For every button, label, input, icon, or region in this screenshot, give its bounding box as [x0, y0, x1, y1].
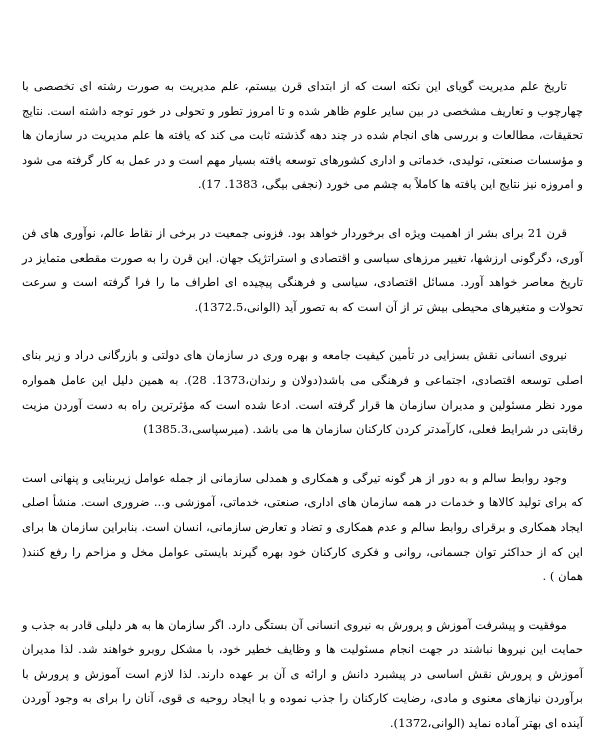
paragraph-4: وجود روابط سالم و به دور از هر گونه تیرگی و همکاری و همدلی سازمانی از جمله عوامل زیربنایی و پنهانی است که برای تولید کالاها و خدمات در همه سازمان های اداری، صنعتی، خدماتی، آموزشی و... ضروری است. منشأ اصلی ایجاد همکاری و برقرای روابط سالم و عدم همکاری و تضاد و تعارض سازمانی، انسان است. بنابراین سازمان ها برای این که از حداکثر توان جسمانی، روانی و فکری کارکنان خود بهره گیرند بایستی عوامل مخل و مزاحم را رفع کنند( همان ) . — [22, 470, 583, 584]
paragraph-3: نیروی انسانی نقش بسزایی در تأمین کیفیت جامعه و بهره وری در سازمان های دولتی و بازرگانی دراد و زیر بنای اصلی توسعه اقتصادی، اجتماعی و فرهنگی می باشد(دولان و رندان،1373. 28). به همین دلیل این عامل همواره مورد نظر مسئولین و مدیران سازمان ها قرار گرفته است. ادعا شده است که مؤثرترین راه به دست آوردن مزیت رقابتی در شرایط فعلی، کارآمدتر کردن کارکنان سازمان ها می باشد. (میرسپاسی،1385.3) — [22, 348, 583, 437]
paragraph-2: قرن 21 برای بشر از اهمیت ویژه ای برخوردار خواهد بود. فزونی جمعیت در برخی از نقاط عالم، نوآوری های فن آوری، دگرگونی ارزشها، تغییر مرزهای سیاسی و اقتصادی و استراتژیک جهان. این قرن را به صورت مقطعی متمایز در تاریخ معاصر خواهد آورد. مسائل اقتصادی، سیاسی و فرهنگی پیچیده ای اطراف ما را فرا گرفته است و سرعت تحولات و متغیرهای محیطی بیش تر از آن است که به تصور آید (الوانی،1372.5). — [22, 225, 583, 314]
document-body — [22, 74, 583, 736]
paragraph-5: موفقیت و پیشرفت آموزش و پرورش به نیروی انسانی آن بستگی دارد. اگر سازمان ها به هر دلیلی قادر به جذب و حمایت این نیروها نباشند در جهت انجام مسئولیت ها و وظایف خطیر خود، با مشکل روبرو خواهند شد. لذا مدیران آموزش و پرورش نقش اساسی در پیشبرد دانش و ارائه ی آن بر عهده دارند. لذا لازم است آموزش و پرورش با برآوردن نیازهای معنوی و مادی، رضایت کارکنان را جذب نموده و با ایجاد روحیه ی قوی، آنان را برای به وجود آوردن آینده ای بهتر آماده نماید (الوانی،1372). — [22, 617, 583, 731]
paragraph-1: تاریخ علم مدیریت گویای این نکته است که از ابتدای قرن بیستم، علم مدیریت به صورت رشته ای تخصصی با چهارچوب و تعاریف مشخصی در بین سایر علوم ظاهر شده و تا امروز تطور و تحولی در خور توجه داشته است. نتایج تحقیقات، مطالعات و بررسی های انجام شده در چند دهه گذشته ثابت می کند که یافته ها علم مدیریت در سازمان ها و مؤسسات صنعتی، تولیدی، خدماتی و اداری کشورهای توسعه یافته بسیار مهم است و در عمل به کار گرفته می شود و امروزه نیز نتایج این یافته ها کاملاً به چشم می خورد (نجفی بیگی، 1383. 17). — [22, 79, 583, 192]
